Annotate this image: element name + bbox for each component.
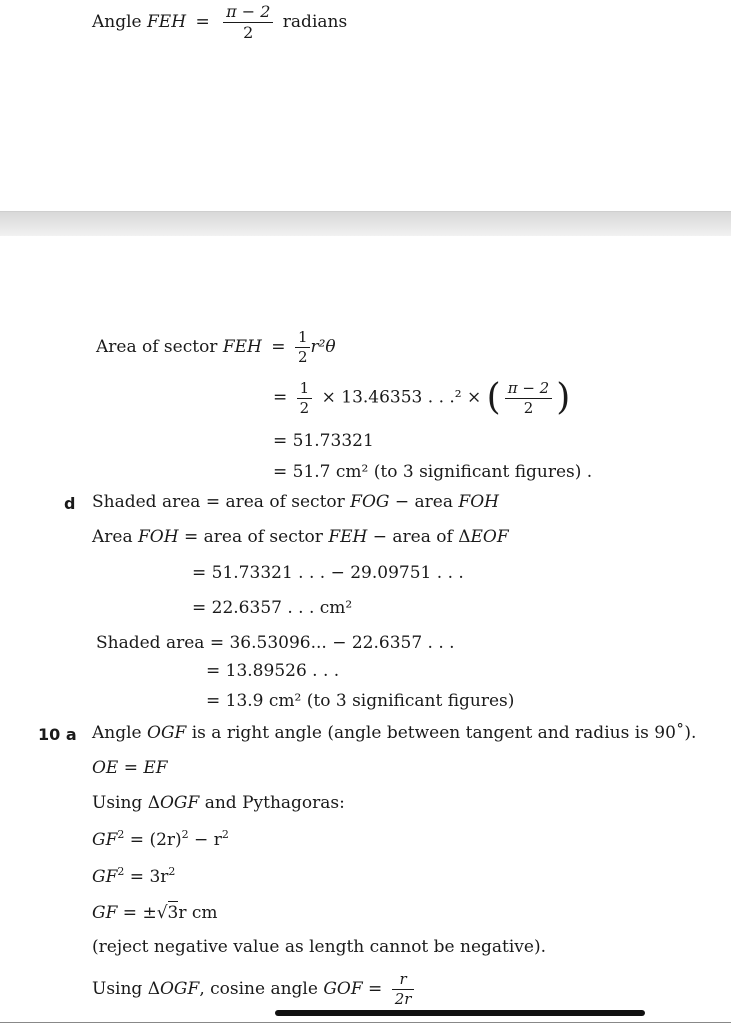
text: − r [188, 830, 222, 850]
text: − area of Δ [367, 527, 471, 547]
denominator: 2 [297, 348, 308, 366]
var-gf: GF [92, 830, 118, 850]
text: Using Δ [92, 979, 160, 999]
part-d-line-2 [92, 529, 509, 546]
text: Angle [92, 12, 148, 32]
exponent: 2 [117, 828, 125, 841]
numerator: π − 2 [505, 381, 553, 399]
bottom-border [0, 1022, 731, 1023]
numerator: r [392, 972, 415, 990]
q10a-line-1 [92, 725, 696, 742]
text: Area [92, 527, 139, 547]
home-indicator[interactable] [275, 1010, 645, 1016]
sqrt-icon: √ [156, 903, 168, 923]
var-ogf: OGF [147, 723, 187, 743]
denominator: 2 [523, 398, 534, 417]
denominator: 2 [299, 398, 310, 417]
sqrt-radicand: 3 [167, 903, 179, 923]
var-gof: GOF [323, 979, 363, 999]
text: Using Δ [92, 793, 160, 813]
var-eof: EOF [470, 527, 509, 547]
radians-label: radians [282, 12, 348, 32]
text: = ± [117, 903, 157, 923]
denominator: 2r [394, 990, 412, 1008]
multiplication-text: × 13.46353 . . .² × [321, 387, 482, 408]
text: = (2r) [124, 830, 182, 850]
fraction-half [297, 378, 313, 417]
part-d-line-1 [92, 494, 499, 511]
denominator: 2 [243, 23, 254, 42]
part-d-line-5: Shaded area = 36.53096... − 22.6357 . . . [96, 633, 455, 653]
page-divider [0, 211, 731, 236]
q10a-line-5 [92, 865, 176, 887]
text: and Pythagoras: [199, 793, 345, 813]
exponent: 2 [181, 828, 189, 841]
question-10a-label: 10 a [38, 725, 77, 744]
var-ogf: OGF [160, 793, 200, 813]
text: Area of sector [96, 337, 223, 357]
right-paren: ) [556, 377, 571, 418]
var-ogf: OGF [160, 979, 200, 999]
sector-area-line-2 [273, 377, 571, 418]
equals: = [273, 387, 288, 408]
exponent: 2 [168, 865, 176, 878]
q10a-line-8 [92, 972, 418, 1007]
fraction-pi-minus-2-over-2 [223, 4, 273, 41]
formula-r2-theta: r²θ [310, 337, 336, 357]
var-gf: GF [92, 903, 118, 923]
var-foh: FOH [458, 492, 499, 512]
var-foh: FOH [138, 527, 179, 547]
var-feh: FEH [147, 12, 187, 32]
q10a-line-4 [92, 828, 229, 850]
q10a-line-3 [92, 795, 345, 812]
numerator: π − 2 [223, 4, 273, 23]
var-gf: GF [92, 867, 118, 887]
numerator: 1 [297, 381, 313, 399]
text: = 3r [124, 867, 169, 887]
angle-feh-line [92, 4, 347, 41]
left-paren: ( [486, 377, 501, 418]
q10a-line-6 [92, 905, 218, 922]
text: Angle [92, 723, 148, 743]
exponent: 2 [117, 865, 125, 878]
var-feh: FEH [328, 527, 368, 547]
text: − area [389, 492, 459, 512]
text: Shaded area = area of sector [92, 492, 351, 512]
part-d-line-6: = 13.89526 . . . [206, 661, 340, 681]
fraction-r-over-2r [392, 972, 415, 1007]
part-d-label: d [64, 494, 76, 513]
var-feh: FEH [222, 337, 262, 357]
equals: = [195, 12, 210, 32]
part-d-line-3: = 51.73321 . . . − 29.09751 . . . [192, 563, 464, 583]
exponent: 2 [221, 828, 229, 841]
text: = area of sector [178, 527, 329, 547]
var-fog: FOG [350, 492, 390, 512]
text: r cm [178, 903, 218, 923]
q10a-line-2: OE = EF [92, 758, 168, 778]
q10a-line-7: (reject negative value as length cannot be negative). [92, 937, 547, 957]
sector-area-line-3: = 51.73321 [273, 431, 374, 451]
sector-area-line-1 [96, 330, 336, 365]
part-d-line-7: = 13.9 cm² (to 3 significant figures) [206, 691, 515, 711]
numerator: 1 [295, 330, 311, 348]
text: is a right angle (angle between tangent and radius is 90˚). [186, 723, 697, 743]
text: , cosine angle [199, 979, 324, 999]
equals: = [362, 979, 383, 999]
equals: = [271, 337, 286, 357]
fraction-half [295, 330, 311, 365]
part-d-line-4: = 22.6357 . . . cm² [192, 598, 353, 618]
fraction-pi-minus-2-over-2 [505, 378, 553, 417]
sector-area-line-4: = 51.7 cm² (to 3 significant figures) . [273, 462, 593, 482]
